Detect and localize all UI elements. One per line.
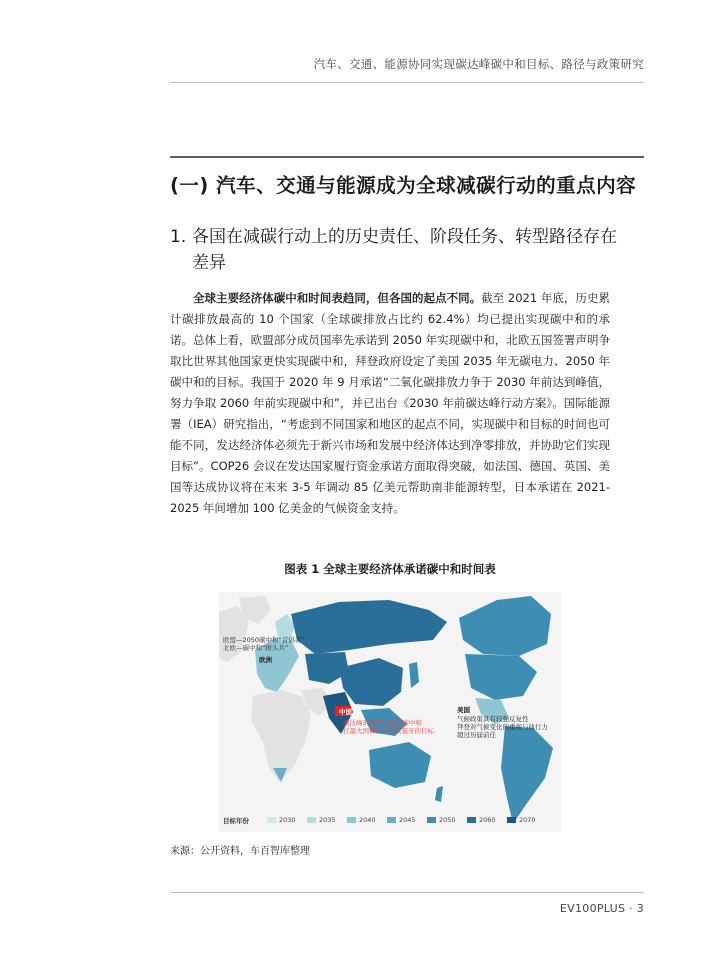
world-map bbox=[219, 592, 561, 832]
body-paragraph bbox=[170, 288, 610, 519]
map-legend bbox=[223, 814, 559, 826]
legend-swatch bbox=[467, 817, 476, 823]
legend-label: 2040 bbox=[359, 816, 376, 824]
legend-label: 2070 bbox=[519, 816, 536, 824]
us-annotation-line1: 气候政策具有较强反复性 bbox=[457, 715, 529, 723]
map-region-usa bbox=[465, 654, 537, 700]
europe-annotation-line1: 欧盟—2050碳中和“首倡者” bbox=[223, 636, 305, 644]
header-divider bbox=[170, 82, 644, 83]
footer-divider bbox=[170, 892, 644, 893]
map-region-canada bbox=[459, 596, 551, 656]
section-divider bbox=[170, 156, 644, 158]
legend-item bbox=[427, 816, 456, 824]
map-region-japan bbox=[409, 662, 419, 688]
map-region-south-america bbox=[501, 726, 553, 824]
legend-swatch bbox=[347, 817, 356, 823]
map-region-china bbox=[339, 658, 403, 706]
legend-swatch bbox=[507, 817, 516, 823]
legend-item bbox=[507, 816, 536, 824]
body-lead-sentence: 全球主要经济体碳中和时间表趋同，但各国的起点不同。 bbox=[193, 291, 482, 305]
legend-item bbox=[347, 816, 376, 824]
legend-label: 2030 bbox=[279, 816, 296, 824]
us-label: 美国 bbox=[457, 706, 470, 714]
china-annotation-line2: 扛最大国责任但极其艰辛的目标 bbox=[343, 727, 434, 735]
europe-label: 欧洲 bbox=[259, 656, 272, 664]
section-title: (一) 汽车、交通与能源成为全球减碳行动的重点内容 bbox=[170, 174, 637, 197]
map-region-new-zealand bbox=[435, 786, 443, 802]
legend-swatch bbox=[387, 817, 396, 823]
legend-swatch bbox=[307, 817, 316, 823]
figure-source: 来源：公开资料，车百智库整理 bbox=[170, 846, 310, 857]
legend-swatch bbox=[427, 817, 436, 823]
legend-label: 2060 bbox=[479, 816, 496, 824]
legend-label: 2050 bbox=[439, 816, 456, 824]
legend-item bbox=[307, 816, 336, 824]
world-map-figure bbox=[219, 592, 561, 832]
figure-title: 图表 1 全球主要经济体承诺碳中和时间表 bbox=[284, 562, 496, 576]
subsection-title-line1: 各国在减碳行动上的历史责任、阶段任务、转型路径存在 bbox=[192, 227, 617, 247]
page-footer: EV100PLUS · 3 bbox=[559, 902, 644, 915]
legend-item bbox=[387, 816, 416, 824]
europe-annotation bbox=[223, 636, 305, 652]
legend-item bbox=[267, 816, 296, 824]
us-annotation bbox=[457, 715, 548, 739]
china-annotation-line1: 碳达峰30碳峰 2060碳中和 bbox=[343, 719, 422, 727]
europe-annotation-line2: 北欧—碳中和“排头兵” bbox=[223, 644, 289, 652]
legend-label: 2045 bbox=[399, 816, 416, 824]
map-region-russia bbox=[291, 600, 447, 654]
china-annotation bbox=[343, 719, 434, 735]
running-header: 汽车、交通、能源协同实现碳达峰碳中和目标、路径与政策研究 bbox=[313, 57, 644, 71]
us-annotation-line2: 拜登对气候变化的重视与执行力 bbox=[457, 723, 548, 731]
us-annotation-line3: 超过历届前任 bbox=[457, 731, 496, 739]
legend-item bbox=[467, 816, 496, 824]
subsection-title-line2: 差异 bbox=[192, 253, 226, 273]
legend-label: 2035 bbox=[319, 816, 336, 824]
subsection-title bbox=[170, 224, 620, 276]
china-label: 中国 bbox=[339, 708, 352, 716]
map-region-australia bbox=[369, 742, 431, 788]
body-text: 截至 2021 年底，历史累计碳排放最高的 10 个国家（全球碳排放占比约 62.4%）均已提出实现碳中和的承诺。总体上看，欧盟部分成员国率先承诺到 2050 年实现碳中和，北欧五国签署声明争取比世界其他国家更快实现碳中和，拜登政府设定了美国 2035 年无碳电力、2050 年碳中和的目标。我国于 2020 年 9 月承诺“二氧化碳排放力争于 2030 年前达到峰值，努力争取 2060 年前实现碳中和”，并已出台《2030 年前碳达峰行动方案》。国际能源署（IEA）研究指出，“考虑到不同国家和地区的起点不同，实现碳中和目标的时间也可能不同，发达经济体必须先于新兴市场和发展中经济体达到净零排放，并协助它们实现目标”。COP26 会议在发达国家履行资金承诺方面取得突破，如法国、德国、英国、美国等达成协议将在未来 3-5 年调动 85 亿美元帮助南非能源转型，日本承诺在 2021-2025 年间增加 100 亿美金的气候资金支持。 bbox=[170, 291, 611, 515]
subsection-number: 1. bbox=[170, 227, 187, 247]
legend-title: 目标年份 bbox=[223, 817, 249, 825]
legend-swatch bbox=[267, 817, 276, 823]
